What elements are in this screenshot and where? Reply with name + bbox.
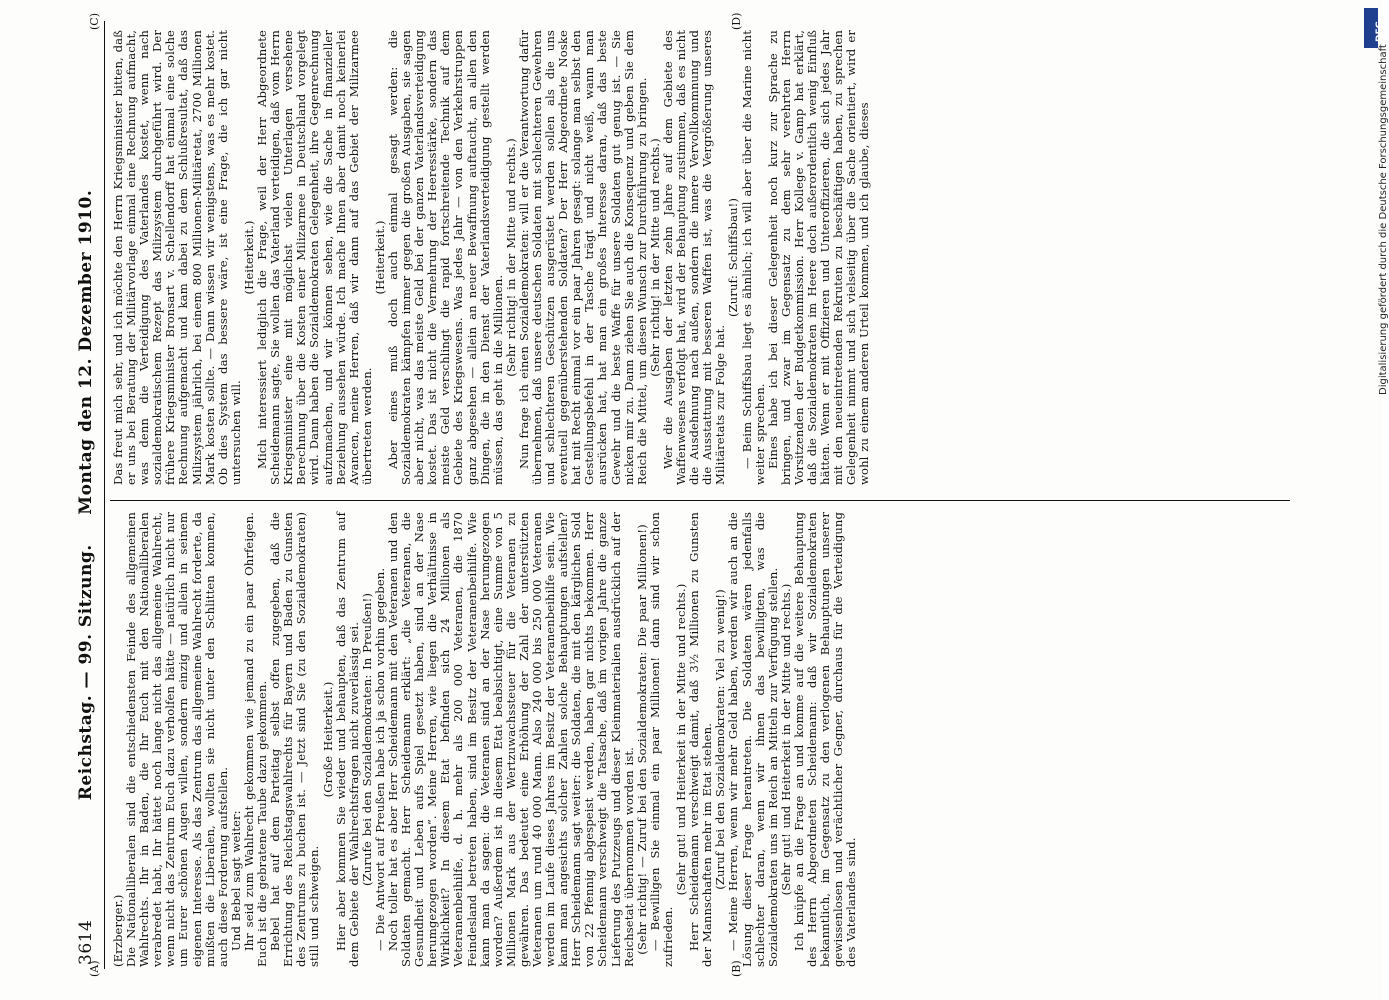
margin-mark-b: (B)	[730, 960, 743, 977]
margin-mark-a: (A)	[88, 960, 101, 977]
header-rule	[104, 21, 105, 969]
paragraph: Ihr seid zum Wahlrecht gekommen wie jemand zu ein paar Ohrfeigen. Euch ist die gebratene Taube dazu gekommen.	[241, 512, 270, 967]
paragraph: — Beim Schiffsbau liegt es ähnlich; ich will aber über die Marine nicht weiter sprechen.	[739, 30, 767, 485]
header-center	[76, 15, 96, 975]
paragraph: (Sehr richtig! in der Mitte und rechts.)	[503, 138, 518, 377]
dfg-logo: DFG	[1364, 8, 1378, 48]
paragraph: (Erzberger.)	[111, 894, 125, 967]
paragraph: — Die Antwort auf Preußen habe ich ja schon vorhin gegeben.	[372, 567, 387, 951]
paragraph: (Sehr richtig! in der Mitte und rechts.)	[647, 138, 662, 377]
paragraph: Die Nationalliberalen sind die entschiedensten Feinde des allgemeinen Wahlrechts. Ihr in Baden, die Ihr Euch mit den Nationalliberalen verabredet habt, Ihr hättet noch lange nicht das allgemeine Wahlrecht, wenn nicht das Zentrum Euch dazu verholfen hätte — natürlich nicht nur um Eurer schönen Augen willen, sondern einzig und allein in seinem eigenen Interesse. Als das Zentrum das allgemeine Wahlrecht forderte, da mußten die Liberalen, wollten sie nicht unter den Schlitten kommen, auch diese Forderung aufstellen.	[124, 512, 230, 967]
margin-mark-d: (D)	[730, 12, 743, 30]
paragraph: Aber eines muß doch auch einmal gesagt werden: die Sozialdemokraten kämpfen immer gegen die großen Ausgaben, sie sagen aber nicht, was das meiste Geld bei der ganzen Vaterlandsverteidigung kostet. Das ist nicht die Vermehrung der Heeresstärke, sondern das meiste Geld verschlingt die rapid fortschreitende Technik auf dem Gebiete des Kriegswesens. Was jedes Jahr — von den Verkehrstruppen ganz abgesehen — allein an neuer Bewaffnung auftaucht, an allen den Dingen, die in den Dienst der Vaterlandsverteidigung gestellt werden müssen, das geht in die Millionen.	[385, 30, 505, 485]
paragraph: Noch toller hat es aber Herr Scheidemann mit den Veteranen und den Soldaten gemacht. Herr Scheidemann erklärt: „die Veteranen, die Gesundheit und Leben aufs Spiel gesetzt haben, sind an der Nase herumgezogen worden“. Meine Herren, wie liegen die Verhältnisse in Wirklichkeit? In diesem Etat befinden sich 24 Millionen als Veteranenbeihilfe, d. h. mehr als 200 000 Veteranen, die 1870 Feindesland betreten haben, sind im Besitz der Veteranenbeihilfe. Wie kann man da sagen: die Veteranen sind an der Nase herumgezogen worden? Außerdem ist in diesem Etat beabsichtigt, eine Summe von 5 Millionen Mark aus der Wertzuwachssteuer für die Veteranen zu gewähren. Das bedeutet eine Erhöhung der Zahl der unterstützten Veteranen um rund 40 000 Mann. Also 240 000 bis 250 000 Veteranen werden im Laufe dieses Jahres im Besitz der Veteranenbeihilfe sein. Wie kann man angesichts solcher Zahlen solche Behauptungen aufstellen? Herr Scheidemann sagt weiter: die Soldaten, die mit den kärglichen Sold von 22 Pfennig abgespeist werden, haben gar nichts bekommen. Herr Scheidemann verschweigt die Tatsache, daß im vorigen Jahre die ganze Lieferung des Putzzeugs und dieser Kleinmaterialien ausdrücklich auf der Reichsetat übernommen worden ist.	[385, 512, 636, 967]
paragraph: (Heiterkeit.)	[241, 220, 256, 295]
header-date: Montag den 12. Dezember 1910.	[76, 189, 96, 515]
paragraph: Ich knüpfe an die Frage an und komme auf die weitere Behauptung des Herrn Abgeordneten Scheidemann: daß wir Sozialdemokraten bekanntlich, im Gegensatz zu den verlogenen Behauptungen unserer gewissenlosen und verächtlicher Gegner, durchaus für die Verteidigung des Vaterlandes sind.	[791, 512, 859, 967]
left-text-column	[112, 512, 858, 967]
paragraph: Herr Scheidemann verschweigt damit, daß 3½ Millionen zu Gunsten der Mannschaften mehr im Etat stehen.	[687, 512, 715, 967]
running-header	[70, 15, 104, 975]
paragraph: (Sehr gut! und Heiterkeit in der Mitte und rechts.)	[674, 583, 689, 896]
paragraph: — Meine Herren, wenn wir mehr Geld haben, werden wir auch an die Lösung dieser Frage herantreten. Die Soldaten wären jedenfalls schlechter daran, wenn wir ihnen das bewilligten, was die Sozialdemokraten uns im Reich an Mitteln zur Verfügung stellen.	[726, 512, 780, 967]
digitization-credit-strip	[1361, 0, 1389, 1000]
paragraph: — Bewilligen Sie einmal ein paar Millionen! dann sind wir schon zufrieden.	[647, 512, 675, 967]
paragraph: (Heiterkeit.)	[372, 220, 387, 295]
header-title: Reichstag. — 99. Sitzung.	[76, 544, 96, 801]
paragraph: Und Bebel sagt weiter:	[228, 810, 243, 951]
paragraph: Hier aber kommen Sie wieder und behaupten, daß das Zentrum auf dem Gebiete der Wahlrechtsfragen nicht zuverlässig sei.	[333, 512, 361, 967]
paragraph: (Sehr richtig! — Zuruf bei den Sozialdemokraten: Die paar Millionen!)	[634, 524, 649, 955]
paragraph: Nun frage ich einen Sozialdemokraten: will er die Verantwortung dafür übernehmen, daß unsere deutschen Soldaten mit schlechteren Gewehren und schlechteren Geschützen ausgerüstet werden sollen als die uns eventuell gegenüberstehenden Soldaten? Der Herr Abgeordnete Noske hat mit Recht einmal vor ein paar Jahren gesagt: solange man selbst den Gestellungsbefehl in der Tasche trägt und nicht weiß, wann man ausrücken hat, hat man ein großes Interesse daran, daß das beste Gewehr und die beste Waffe für unsere Soldaten gut genug ist. — Sie nicken mir zu. Dann ziehen Sie auch die Konsequenz und geben Sie dem Reich die Mittel, um diesen Wunsch zur Durchführung zu bringen.	[516, 30, 649, 485]
digitization-credit-text: Digitalisierung gefördert durch die Deutsche Forschungsgemeinschaft	[1378, 44, 1389, 395]
paragraph: (Große Heiterkeit.)	[320, 681, 335, 798]
page-number: 3614	[76, 919, 96, 965]
column-separator	[110, 500, 1290, 501]
paragraph: (Zuruf: Schiffsbau!)	[726, 197, 741, 318]
margin-mark-c: (C)	[88, 13, 101, 30]
paragraph: Mich interessiert lediglich die Frage, weil der Herr Abgeordnete Scheidemann sagte, Sie wollen das Vaterland verteidigen, daß vom Herrn Kriegsminister eine mit möglichst vielen Unterlagen versehene Berechnung über die Kosten einer Milizarmee in Deutschland vorgelegt wird. Dann haben die Sozialdemokraten Gelegenheit, ihre Gegenrechnung aufzumachen, und wir können sehen, wie die Sache in finanzieller Beziehung aussehen würde. Ich mache Ihnen aber damit noch keinerlei Avancen, meine Herren, daß wir dann auf das Gebiet der Milizarmee übertreten werden.	[255, 30, 374, 485]
paragraph: Eines habe ich bei dieser Gelegenheit noch kurz zur Sprache zu bringen, und zwar im Gegensatz zu dem sehr verehrten Herrn Vorsitzenden der Budgetkommission. Herr Kollege v. Gamp hat erklärt, daß die Sozialdemokraten im Heere doch außerordentlich wenig Einfluß hätten. Wenn er mit Offizieren und Unteroffizieren, die sich jedes Jahr mit den neueintretenden Rekruten zu beschäftigen haben, zu sprechen Gelegenheit nimmt und sich vielseitig über die Sache orientiert, wird er wohl zu einem anderen Urteil kommen, und ich glaube, dieses	[765, 30, 872, 485]
paragraph: (Sehr gut! und Heiterkeit in der Mitte und rechts.)	[778, 583, 793, 896]
paragraph: Bebel hat auf dem Parteitag selbst offen zugegeben, daß die Errichtung des Reichstagswahlrechts für Bayern und Baden zu Gunsten des Zentrums zu buchen ist. — Jetzt sind Sie (zu den Sozialdemokraten) still und schweigen.	[268, 512, 322, 967]
paragraph: Wer die Ausgaben der letzten zehn Jahre auf dem Gebiete des Waffenwesens verfolgt hat, wird der Behauptung zustimmen, daß es nicht die Ausdehnung nach außen, sondern die innere Vervollkommnung und die Ausstattung mit besseren Waffen ist, was die Vergrößerung unseres Militäretats zur Folge hat.	[660, 30, 728, 485]
paragraph: (Zurufe bei den Sozialdemokraten: In Preußen!)	[359, 593, 374, 886]
paragraph: (Zuruf bei den Sozialdemokraten: Viel zu wenig!)	[713, 589, 728, 890]
rotated-document-page	[70, 12, 1330, 977]
paragraph: Das freut mich sehr, und ich möchte den Herrn Kriegsminister bitten, daß er uns bei Beratung der Militärvorlage einmal eine Rechnung aufmacht, was denn die Verteidigung des Vaterlandes kostet, wenn nach sozialdemokratischem Rezept das Milizsystem durchgeführt wird. Der frühere Kriegsminister Bronsart v. Schellendorff hat einmal eine solche Rechnung aufgemacht und kam dabei zu dem Schlußresultat, daß das Milizsystem jährlich, bei einem 800 Millionen-Militäretat, 2700 Millionen Mark kosten sollte. — Dann wissen wir wenigstens, was es mehr kostet. Ob dies System das bessere wäre, ist eine Frage, die ich gar nicht untersuchen will.	[111, 30, 243, 485]
right-text-column	[112, 30, 871, 485]
